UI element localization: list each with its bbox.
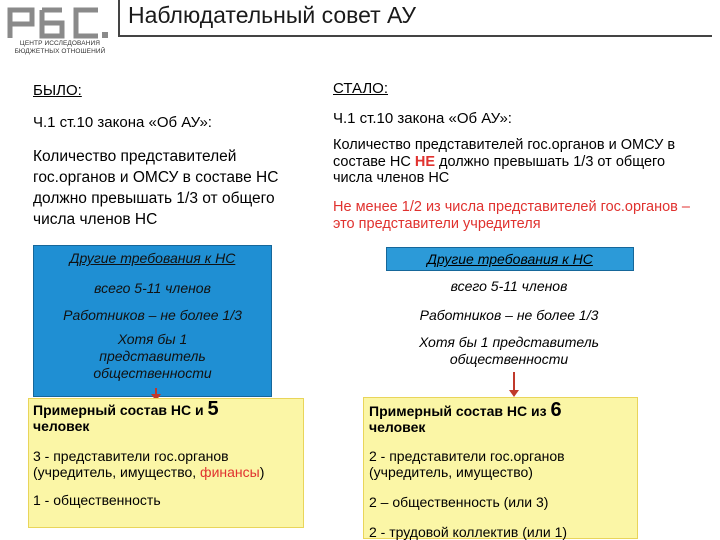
right-composition-unit: человек — [369, 419, 426, 435]
right-arrowhead — [509, 390, 519, 397]
right-composition-title: Примерный состав НС из 6 — [369, 399, 562, 421]
left-composition-title: Примерный состав НС и 5 — [33, 398, 219, 420]
left-label: БЫЛО: — [33, 82, 82, 99]
right-new-rule: Не менее 1/2 из числа представителей гос.органов – это представители учредителя — [333, 199, 690, 232]
logo-caption: ЦЕНТР ИССЛЕДОВАНИЯ БЮДЖЕТНЫХ ОТНОШЕНИЙ — [14, 40, 106, 55]
right-item-3: 2 - трудовой коллектив (или 1) — [369, 524, 568, 540]
left-requirements-box — [33, 245, 272, 397]
left-item-2: 1 - общественность — [33, 492, 161, 508]
right-label: СТАЛО: — [333, 80, 389, 97]
left-req-3: Хотя бы 1 представитель общественности — [93, 331, 212, 381]
header-divider-vertical — [118, 0, 120, 37]
right-requirements-title: Другие требования к НС — [386, 247, 634, 271]
left-req-2: Работников – не более 1/3 — [63, 307, 242, 323]
header-divider — [118, 35, 712, 37]
left-composition-number: 5 — [207, 398, 219, 420]
left-composition-box — [28, 398, 304, 528]
left-law-ref: Ч.1 ст.10 закона «Об АУ»: — [33, 114, 212, 131]
right-law-ref: Ч.1 ст.10 закона «Об АУ»: — [333, 110, 512, 127]
left-item-1: 3 - представители гос.органов (учредитель, имущество, финансы) — [33, 448, 265, 480]
right-composition-box — [363, 397, 638, 539]
right-arrow — [513, 372, 515, 392]
page-title: Наблюдательный совет АУ — [128, 2, 416, 28]
right-composition-number: 6 — [550, 399, 562, 421]
left-body: Количество представителей гос.органов и ОМСУ в составе НС должно превышать 1/3 от общего числа членов НС — [33, 148, 279, 228]
left-composition-unit: человек — [33, 418, 90, 434]
right-item-2: 2 – общественность (или 3) — [369, 494, 549, 510]
right-req-3: Хотя бы 1 представитель общественности — [419, 334, 599, 367]
right-item-1: 2 - представители гос.органов (учредитель, имущество) — [369, 448, 565, 480]
left-req-1: всего 5-11 членов — [94, 280, 211, 296]
right-body: Количество представителей гос.органов и ОМСУ в составе НС НЕ должно превышать 1/3 от общего числа членов НС — [333, 137, 676, 186]
left-requirements-title: Другие требования к НС — [69, 250, 236, 266]
right-req-1: всего 5-11 членов — [450, 278, 568, 294]
right-req-2: Работников – не более 1/3 — [419, 307, 599, 323]
logo-icon — [6, 4, 110, 40]
